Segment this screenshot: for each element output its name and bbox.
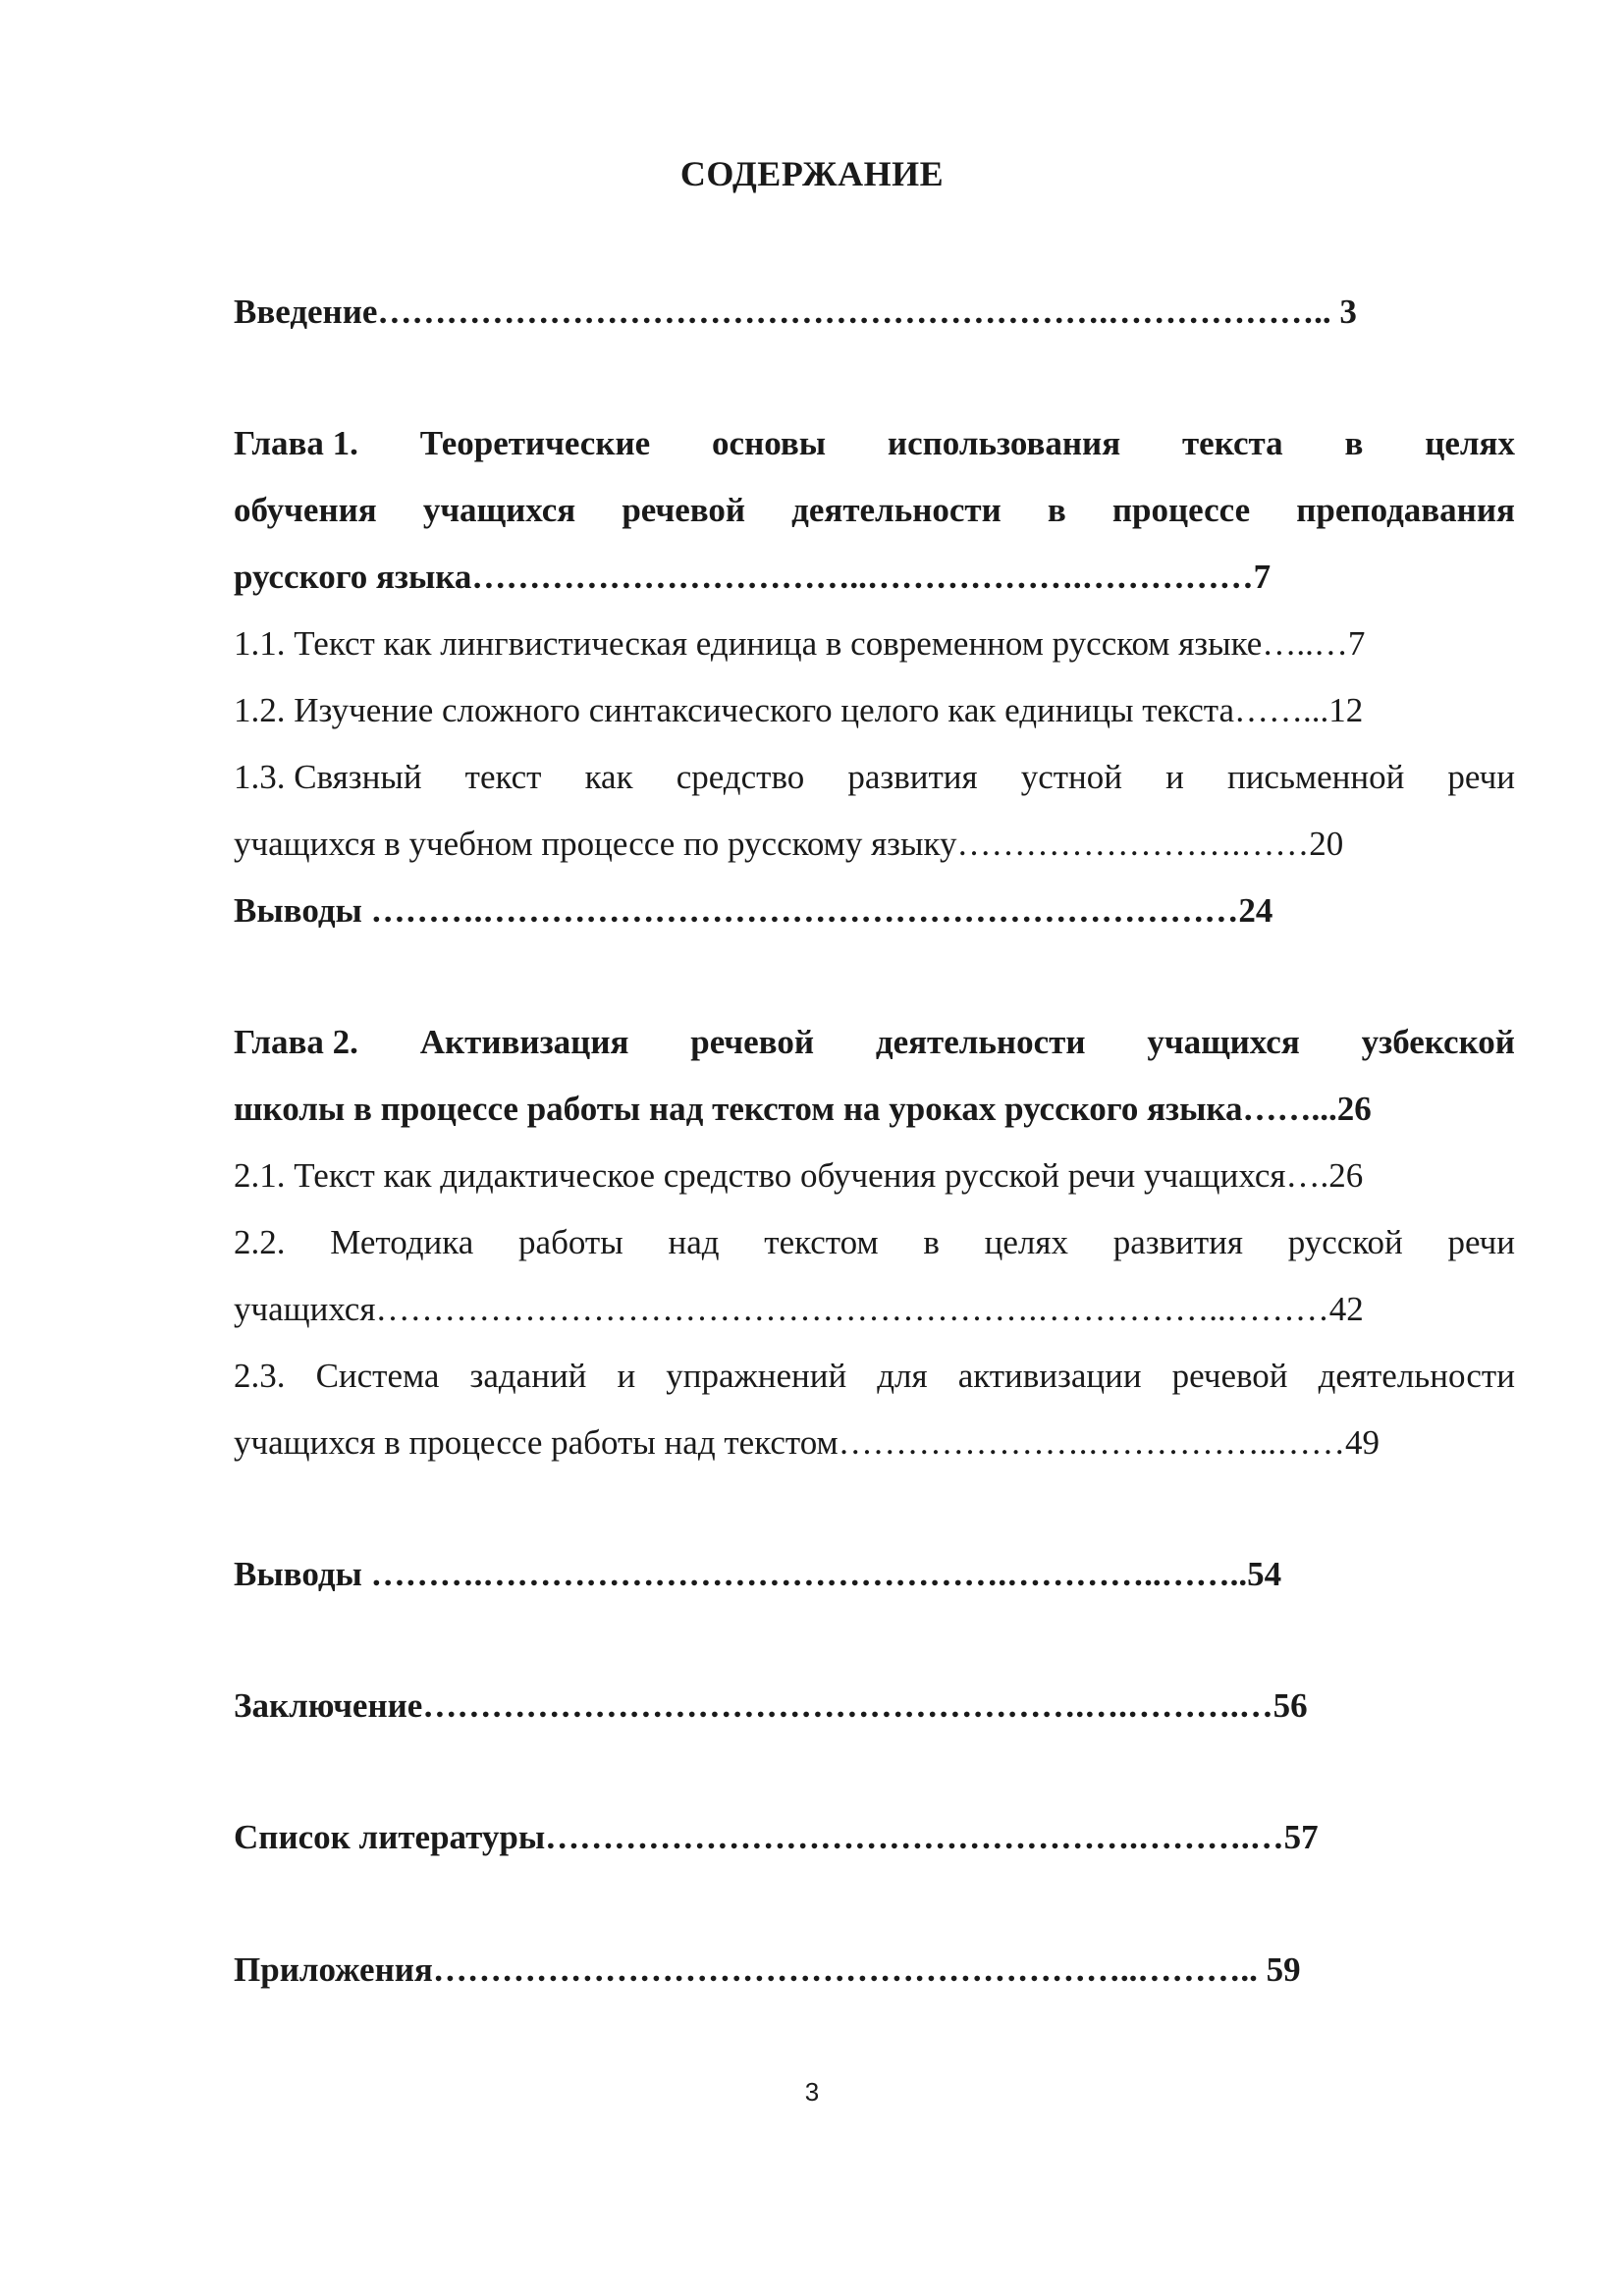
word: русской <box>1287 1223 1403 1261</box>
page-number: 3 <box>804 2077 820 2107</box>
toc-entry-conclusion: Заключение………………………………………………….….……….…56 <box>234 1686 1308 1725</box>
word: деятельности <box>791 491 1001 529</box>
word: активизации <box>957 1357 1142 1395</box>
word: Активизация <box>419 1023 629 1061</box>
word: Теоретические <box>419 424 651 462</box>
word: 2.2. <box>234 1223 286 1261</box>
word: речевой <box>622 491 746 529</box>
toc-entry-section-2-2-line-1 <box>234 1221 1515 1264</box>
word: и <box>1165 758 1184 796</box>
toc-entry-section-2-3-line-1 <box>234 1355 1515 1398</box>
word: учащихся <box>422 491 576 529</box>
word: целях <box>1425 424 1515 462</box>
word: Система <box>315 1357 440 1395</box>
word: работы <box>518 1223 623 1261</box>
word: в <box>923 1223 940 1261</box>
word: деятельности <box>875 1023 1086 1061</box>
word: речевой <box>690 1023 815 1061</box>
word: основы <box>712 424 827 462</box>
toc-entry-chapter-1-line-3: русского языка……………………………..……………….……………7 <box>234 558 1272 596</box>
word: упражнений <box>666 1357 847 1395</box>
word: в <box>1344 424 1364 462</box>
word: Глава 1. <box>234 424 358 462</box>
word: 2.3. <box>234 1357 286 1395</box>
toc-entry-conclusions-2: Выводы ……….……………………………………….…………..……..54 <box>234 1555 1282 1593</box>
toc-entry-section-2-2-line-2: учащихся………………………………………………….……………..………42 <box>234 1290 1364 1328</box>
toc-entry-section-2-1: 2.1. Текст как дидактическое средство обучения русской речи учащихся….26 <box>234 1156 1364 1195</box>
word: обучения <box>234 491 377 529</box>
word: и <box>617 1357 636 1395</box>
word: целях <box>984 1223 1068 1261</box>
toc-title: СОДЕРЖАНИЕ <box>679 154 945 193</box>
word: текст <box>464 758 542 796</box>
word: учащихся <box>1147 1023 1300 1061</box>
word: процессе <box>1111 491 1251 529</box>
word: текста <box>1181 424 1283 462</box>
toc-entry-chapter-1-line-2 <box>234 489 1515 532</box>
toc-entry-conclusions-1: Выводы ……….…………………………………………………………24 <box>234 891 1273 930</box>
toc-entry-section-1-2: 1.2. Изучение сложного синтаксического целого как единицы текста……...12 <box>234 691 1364 729</box>
word: использования <box>887 424 1121 462</box>
toc-entry-section-1-1: 1.1. Текст как лингвистическая единица в современном русском языке…..…7 <box>234 624 1366 663</box>
word: средство <box>676 758 805 796</box>
word: текстом <box>764 1223 879 1261</box>
word: для <box>877 1357 928 1395</box>
word: развития <box>847 758 978 796</box>
word: развития <box>1112 1223 1243 1261</box>
toc-entry-chapter-2-line-1 <box>234 1021 1515 1064</box>
word: узбекской <box>1361 1023 1515 1061</box>
word: деятельности <box>1318 1357 1515 1395</box>
toc-entry-chapter-1-line-1 <box>234 422 1515 465</box>
word: преподавания <box>1296 491 1515 529</box>
toc-entry-introduction: Введение……………………………………………………….……………….. 3 <box>234 293 1357 331</box>
word: в <box>1047 491 1066 529</box>
word: речи <box>1447 758 1515 796</box>
toc-entry-references: Список литературы…………………………………………….……….…57 <box>234 1818 1319 1856</box>
word: речевой <box>1171 1357 1288 1395</box>
toc-entry-section-2-3-line-2: учащихся в процессе работы над текстом………………….……………..……49 <box>234 1423 1380 1462</box>
word: над <box>668 1223 720 1261</box>
word: заданий <box>469 1357 587 1395</box>
word: Методика <box>330 1223 474 1261</box>
toc-entry-section-1-3-line-2: учащихся в учебном процессе по русскому языку…………………….……20 <box>234 825 1344 863</box>
word: как <box>584 758 633 796</box>
word: 1.3. Связный <box>234 758 422 796</box>
word: Глава 2. <box>234 1023 358 1061</box>
toc-entry-section-1-3-line-1 <box>234 756 1515 799</box>
toc-entry-appendices: Приложения……………………………………………………..……….. 59 <box>234 1950 1301 1989</box>
word: устной <box>1020 758 1123 796</box>
word: письменной <box>1226 758 1405 796</box>
toc-entry-chapter-2-line-2: школы в процессе работы над текстом на уроках русского языка……...26 <box>234 1090 1372 1128</box>
word: речи <box>1447 1223 1515 1261</box>
